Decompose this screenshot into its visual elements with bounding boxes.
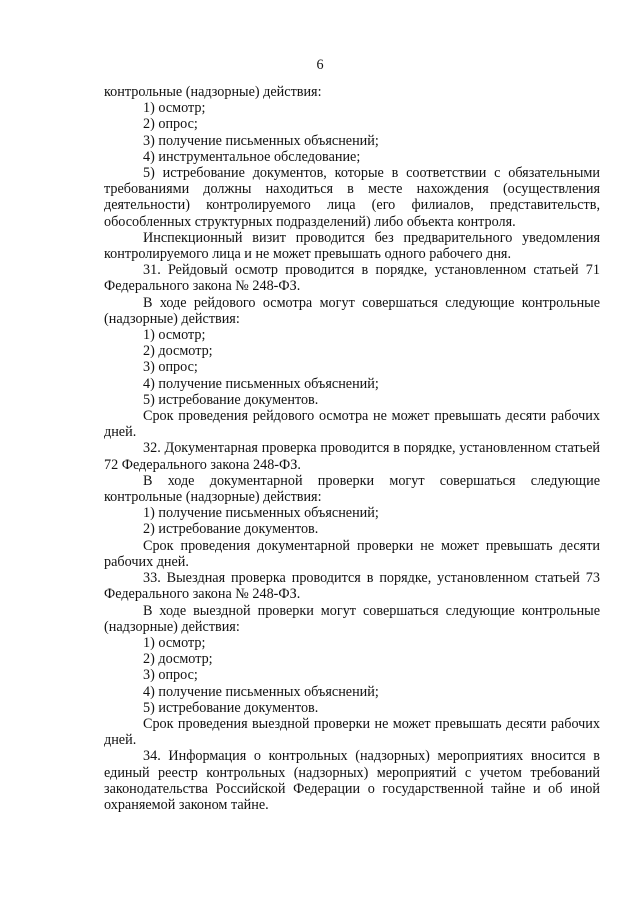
list-item: 2) досмотр; (143, 651, 213, 668)
list-item: 5) истребование документов. (143, 699, 319, 716)
paragraph: В ходе рейдового осмотра могут совершаться следующие контрольные (надзорные) действия: (104, 294, 600, 327)
list-item: 2) досмотр; (143, 343, 213, 360)
paragraph: В ходе документарной проверки могут совершаться следующие контрольные (надзорные) действия: (104, 472, 600, 506)
list-item: 3) опрос; (143, 359, 198, 376)
paragraph: Срок проведения выездной проверки не может превышать десяти рабочих дней. (104, 715, 600, 749)
paragraph: контрольные (надзорные) действия: (104, 84, 322, 100)
list-item: 4) получение письменных объяснений; (143, 375, 379, 392)
paragraph: Инспекционный визит проводится без предварительного уведомления контролируемого лица и не может превышать одного рабочего дня. (104, 229, 600, 263)
paragraph: Срок проведения документарной проверки не может превышать десяти рабочих дней. (104, 537, 600, 570)
paragraph: 34. Информация о контрольных (надзорных) мероприятиях вносится в единый реестр контрольных (надзорных) мероприятий с учетом требований законодательства Российской Федерации о государственной тайне и об иной охраняемой законом тайне. (104, 748, 600, 813)
list-item: 4) инструментальное обследование; (143, 148, 361, 165)
document-body (104, 84, 600, 813)
paragraph: В ходе выездной проверки могут совершаться следующие контрольные (надзорные) действия: (104, 602, 600, 635)
list-item: 1) осмотр; (143, 327, 206, 344)
paragraph: 33. Выездная проверка проводится в порядке, установленном статьей 73 Федерального закона № 248-ФЗ. (104, 570, 600, 603)
list-item: 3) получение письменных объяснений; (143, 132, 379, 149)
list-item: 2) опрос; (143, 116, 198, 133)
paragraph: 31. Рейдовый осмотр проводится в порядке, установленном статьей 71 Федерального закона № 248-ФЗ. (104, 262, 600, 295)
list-item: 4) получение письменных объяснений; (143, 683, 379, 700)
page-number: 6 (316, 57, 324, 73)
paragraph: 32. Документарная проверка проводится в порядке, установленном статьей 72 Федерального закона 248-ФЗ. (104, 440, 600, 473)
list-item: 3) опрос; (143, 667, 198, 684)
list-item: 1) осмотр; (143, 634, 206, 651)
paragraph: 5) истребование документов, которые в соответствии с обязательными требованиями должны находиться в месте нахождения (осуществления деятельности) контролируемого лица (его филиалов, представительств, обособленных структурных подразделений) либо объекта контроля. (104, 165, 600, 230)
list-item: 5) истребование документов. (143, 391, 319, 408)
list-item: 2) истребование документов. (143, 521, 319, 538)
list-item: 1) получение письменных объяснений; (143, 505, 379, 522)
paragraph: Срок проведения рейдового осмотра не может превышать десяти рабочих дней. (104, 408, 600, 441)
list-item: 1) осмотр; (143, 100, 206, 117)
